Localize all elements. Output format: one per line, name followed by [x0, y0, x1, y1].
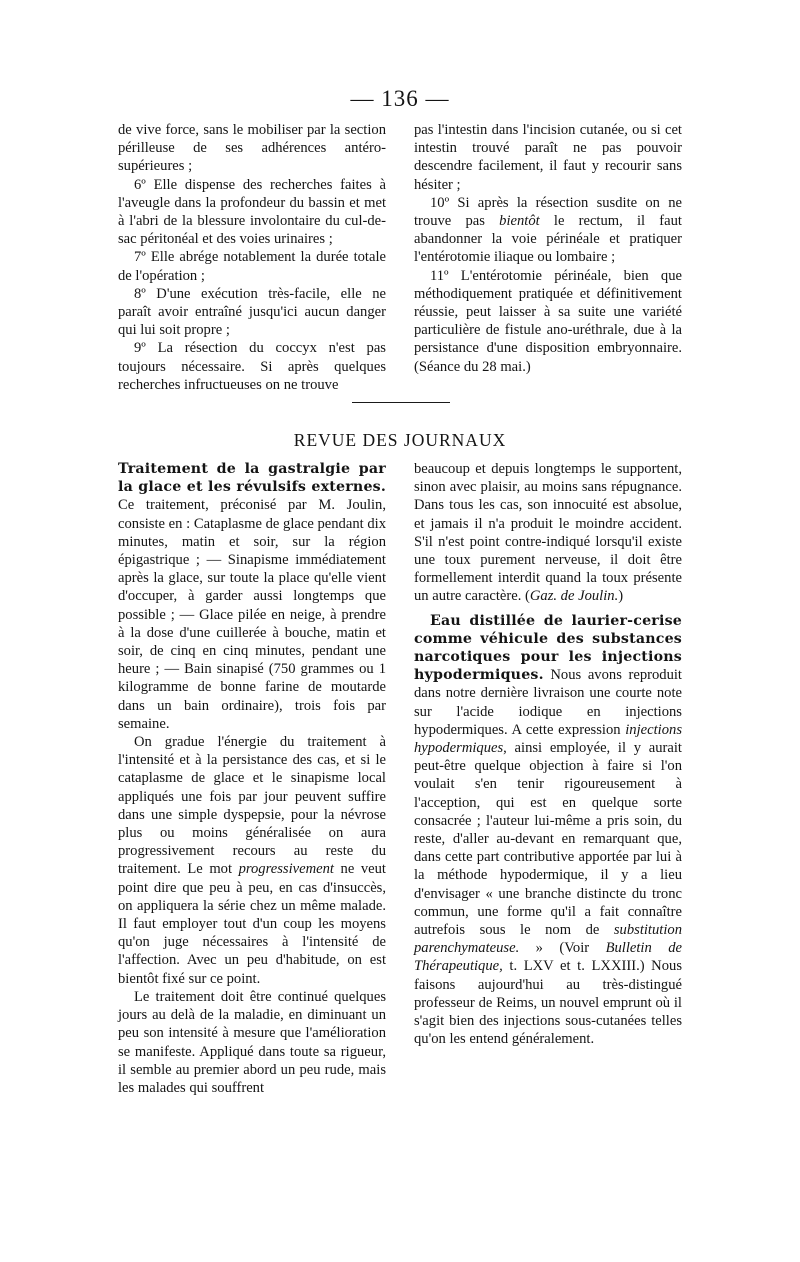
paragraph-11: 11º L'entérotomie périnéale, bien que méthodiquement pratiquée et définitivement réussie, peut laisser à sa suite une variété particulière de fistule ano-uréthrale, due à la persistance d'une disposition embryonnaire. (Séance du 28 mai.): [414, 267, 682, 375]
lower-right-column: [414, 460, 682, 1049]
text: 10º Si après la résection susdite on ne trouve pas: [414, 194, 682, 230]
text: le rectum, il faut abandonner la voie périnéale et pratiquer l'entérotomie iliaque ou lombaire ;: [414, 213, 682, 266]
text: , ainsi employée, il y aurait peut-être quelque objection à faire si l'on voulait s'en tenir rigoureusement à l'acception, qui est en quelque sorte consacrée ; l'auteur lui-même a pris soin, du reste, d'aller au-devant en remarquant que, dans cette part contributive apportée par lui à la méthode hypodermique, il y a lieu d'envisager « une branche distincte du tronc commun, une forme qu'il a fait connaître autrefois sous le nom de: [414, 740, 682, 939]
text: ne veut point dire que peu à peu, en cas d'insuccès, on appliquera la série chez un même malade. Il faut employer tout d'un coup les moyens qu'on juge nécessaires à l'intensité de l'affection. Avec un peu d'habitude, on est bientôt fixé sur ce point.: [118, 861, 386, 987]
text: ): [618, 588, 624, 605]
text: Ce traitement, préconisé par M. Joulin, consiste en : Cataplasme de glace pendant dix minutes, matin et soir, sur la région épigastrique ; — Sinapisme immédiatement après la glace, sur toute la place qu'elle vient d'occuper, à garder aussi longtemps que possible ; — Glace pilée en neige, à prendre à la dose d'une cuillerée à bouche, matin et soir, de cinq en cinq minutes, pendant une heure ; — Bain sinapisé (750 grammes ou 1 kilogramme de bonne farine de moutarde dans un bain ordinaire), trois fois par semaine.: [118, 497, 386, 732]
text: beaucoup et depuis longtemps le supportent, sinon avec plaisir, au moins sans répugnance. Dans tous les cas, son innocuité est absolue, et jamais il n'a produit le moindre accident. S'il n'est point contre-indiqué lorsqu'il existe une toux purement nerveuse, il doit être formellement interdit quand la toux présente un autre caractère. (: [414, 461, 682, 605]
paragraph-10: [414, 194, 682, 267]
upper-right-column: [414, 121, 682, 376]
section-divider: [352, 402, 450, 403]
text: On gradue l'énergie du traitement à l'intensité et à la persistance des cas, et si le cataplasme de glace et le sinapisme local appliqués une fois par jour peuvent suffire dans une simple dyspepsie, pour la névrose plus ou moins généralisée on aura progressivement recours au reste du traitement. Le mot: [118, 734, 386, 878]
article-heading: Eau distillée de laurier-cerise comme véhicule des substances narcotiques pour les injections hypodermiques.: [414, 612, 682, 684]
citation: Gaz. de Joulin.: [529, 588, 619, 605]
emphasis: substitution parenchymateuse.: [414, 922, 682, 957]
paragraph-9: 9º La résection du coccyx n'est pas toujours nécessaire. Si après quelques recherches infructueuses on ne trouve: [118, 340, 386, 393]
text: Nous avons reproduit dans notre dernière livraison une courte note sur l'acide iodique en injections hypodermiques. A cette expression: [414, 667, 682, 738]
paragraph-7: 7º Elle abrége notablement la durée totale de l'opération ;: [118, 249, 386, 284]
article-gastralgie: [118, 460, 386, 733]
paragraph: Le traitement doit être continué quelques jours au delà de la maladie, en diminuant un peu son intensité à mesure que l'amélioration se manifeste. Appliqué dans toute sa rigueur, il semble au premier abord un peu rude, mais les malades qui souffrent: [118, 988, 386, 1096]
page-number: — 136 —: [350, 86, 450, 111]
article-heading: Traitement de la gastralgie par la glace et les révulsifs externes.: [118, 461, 386, 496]
paragraph: de vive force, sans le mobiliser par la section périlleuse de ses adhérences antéro-supérieures ;: [118, 122, 386, 175]
paragraph-8: 8º D'une exécution très-facile, elle ne paraît avoir entraîné jusqu'ici aucun danger qui lui soit propre ;: [118, 285, 386, 339]
text: » (Voir: [519, 940, 606, 957]
paragraph-6: 6º Elle dispense des recherches faites à l'aveugle dans la profondeur du bassin et met à l'abri de la blessure involontaire du cul-de-sac péritonéal et des voies urinaires ;: [118, 176, 386, 248]
upper-left-column: [118, 121, 386, 394]
section-title: REVUE DES JOURNAUX: [293, 430, 507, 450]
citation: Bulletin de Thérapeutique,: [414, 940, 682, 975]
paragraph: pas l'intestin dans l'incision cutanée, ou si cet intestin trouvé paraît ne pas pouvoir descendre facilement, il faut y recourir sans hésiter ;: [414, 122, 682, 193]
emphasis: injections hypodermiques: [414, 721, 682, 757]
paragraph: [118, 733, 386, 988]
text: t. LXV et t. LXXIII.) Nous faisons aujourd'hui au très-distingué professeur de Reims, un nouvel emprunt où il s'agit bien des injections sous-cutanées telles qu'on les entend généralement.: [414, 958, 682, 1048]
paragraph-continued: [414, 460, 682, 606]
article-laurier-cerise: [414, 612, 682, 1049]
emphasis: progressivement: [238, 861, 334, 878]
lower-left-column: [118, 460, 386, 1097]
emphasis: bientôt: [499, 213, 540, 230]
